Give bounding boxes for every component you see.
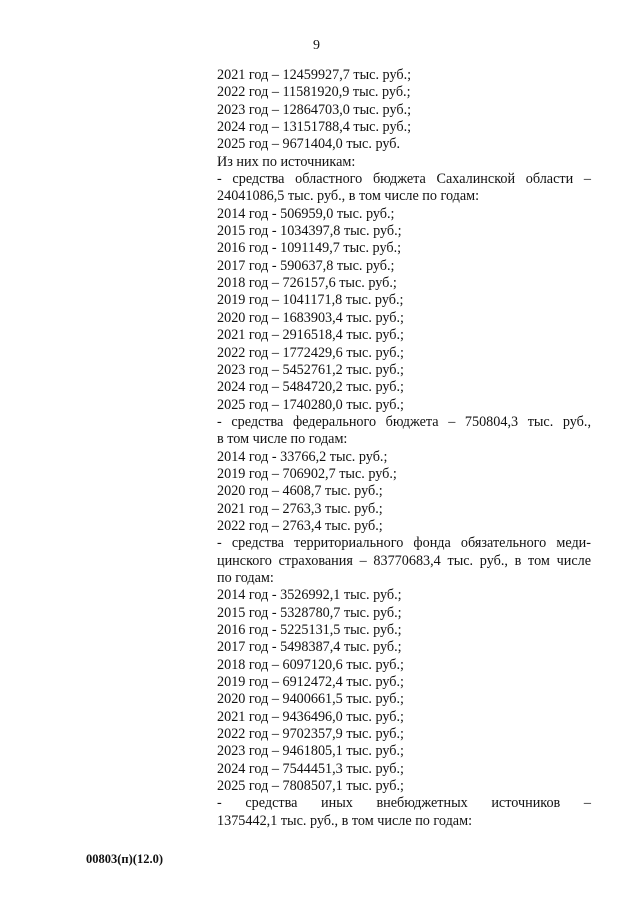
text-line: 2022 год – 2763,4 тыс. руб.; <box>217 517 383 534</box>
text-line: 2024 год – 7544451,3 тыс. руб.; <box>217 760 404 777</box>
text-line: 2023 год – 12864703,0 тыс. руб.; <box>217 101 412 118</box>
text-line: 2017 год - 5498387,4 тыс. руб.; <box>217 639 402 656</box>
text-line: 2020 год – 4608,7 тыс. руб.; <box>217 483 383 500</box>
funding-text-block <box>217 67 591 830</box>
text-line: 2021 год – 9436496,0 тыс. руб.; <box>217 708 404 725</box>
page-number: 9 <box>313 38 320 53</box>
text-line: 2018 год – 726157,6 тыс. руб.; <box>217 275 397 292</box>
document-code: 00803(п)(12.0) <box>86 852 163 866</box>
text-line: 2020 год – 9400661,5 тыс. руб.; <box>217 691 404 708</box>
text-line: 2021 год – 2763,3 тыс. руб.; <box>217 500 383 517</box>
text-line: 2023 год – 9461805,1 тыс. руб.; <box>217 743 404 760</box>
text-line: 2014 год - 3526992,1 тыс. руб.; <box>217 587 402 604</box>
text-line: 2014 год - 506959,0 тыс. руб.; <box>217 205 395 222</box>
text-line: - средства федерального бюджета – 750804,3 тыс. руб., <box>217 413 591 430</box>
text-line: 2019 год – 6912472,4 тыс. руб.; <box>217 674 404 691</box>
text-line: 2023 год – 5452761,2 тыс. руб.; <box>217 361 404 378</box>
text-line: 2020 год – 1683903,4 тыс. руб.; <box>217 309 404 326</box>
text-line: 2022 год – 9702357,9 тыс. руб.; <box>217 726 404 743</box>
text-line: 2014 год - 33766,2 тыс. руб.; <box>217 448 388 465</box>
text-line: 2015 год - 5328780,7 тыс. руб.; <box>217 604 402 621</box>
text-line: 2019 год – 1041171,8 тыс. руб.; <box>217 292 404 309</box>
text-line: - средства областного бюджета Сахалинской области – <box>217 171 591 188</box>
text-line: 24041086,5 тыс. руб., в том числе по годам: <box>217 188 480 205</box>
text-line: 2024 год – 5484720,2 тыс. руб.; <box>217 379 404 396</box>
text-line: в том числе по годам: <box>217 431 348 448</box>
text-line: 2018 год – 6097120,6 тыс. руб.; <box>217 656 404 673</box>
text-line: - средства территориального фонда обязательного меди- <box>217 535 591 552</box>
text-line: 2017 год - 590637,8 тыс. руб.; <box>217 257 395 274</box>
text-line: 2019 год – 706902,7 тыс. руб.; <box>217 465 397 482</box>
text-line: 2025 год – 1740280,0 тыс. руб.; <box>217 396 404 413</box>
text-line: цинского страхования – 83770683,4 тыс. руб., в том числе <box>217 552 591 569</box>
text-line: 2016 год - 1091149,7 тыс. руб.; <box>217 240 402 257</box>
text-line: 2022 год – 1772429,6 тыс. руб.; <box>217 344 404 361</box>
text-line: 1375442,1 тыс. руб., в том числе по годам: <box>217 812 473 829</box>
text-line: 2021 год – 12459927,7 тыс. руб.; <box>217 67 412 83</box>
text-line: 2021 год – 2916518,4 тыс. руб.; <box>217 327 404 344</box>
text-line: 2022 год – 11581920,9 тыс. руб.; <box>217 84 411 101</box>
text-line: 2025 год – 9671404,0 тыс. руб. <box>217 136 401 153</box>
text-line: 2015 год - 1034397,8 тыс. руб.; <box>217 223 402 240</box>
text-line: - средства иных внебюджетных источников – <box>217 795 591 812</box>
text-line: 2024 год – 13151788,4 тыс. руб.; <box>217 119 412 136</box>
text-line: 2016 год - 5225131,5 тыс. руб.; <box>217 622 402 638</box>
text-line: Из них по источникам: <box>217 153 356 170</box>
text-line: 2025 год – 7808507,1 тыс. руб.; <box>217 778 404 795</box>
text-line: по годам: <box>217 569 274 586</box>
